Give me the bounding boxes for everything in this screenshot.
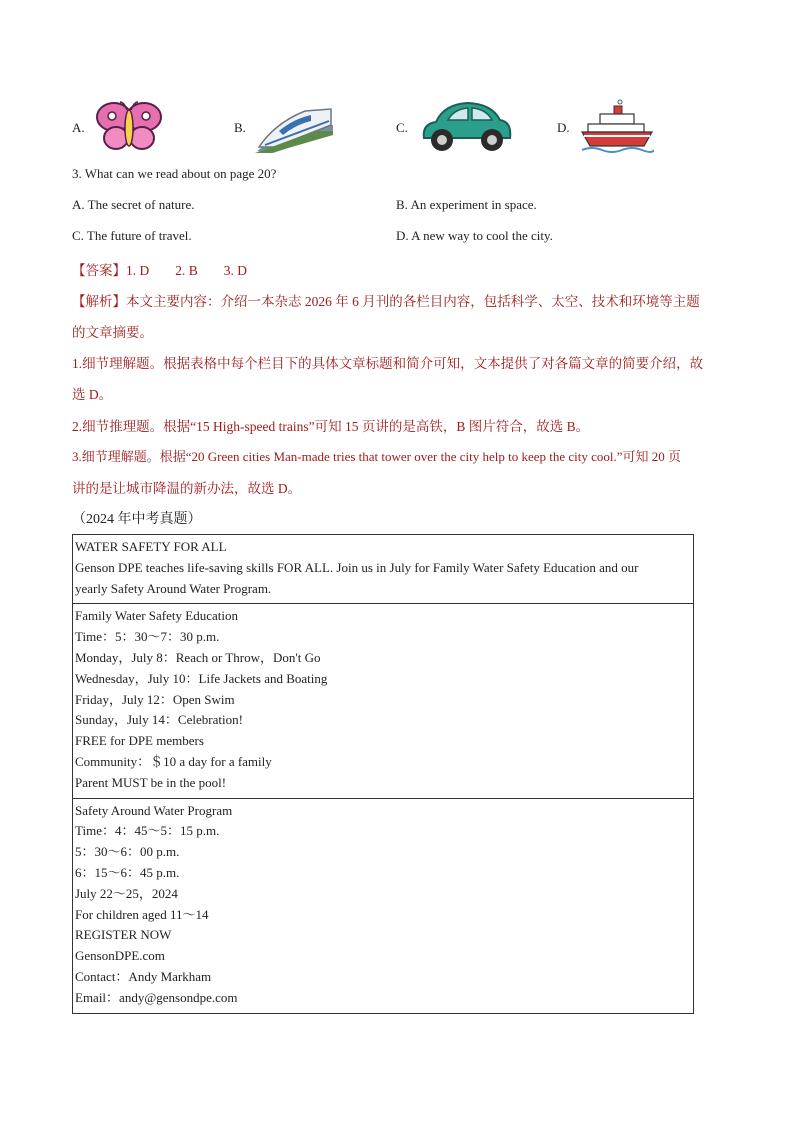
family-parent-note: Parent MUST be in the pool! [75,774,227,790]
analysis-q3-line2: 讲的是让城市降温的新办法，故选 D。 [72,481,302,496]
family-education-cell [73,603,693,797]
analysis-q3-line1: 3.细节理解题。根据“20 Green cities Man-made tries that tower over the city help to keep the city cool.”可知 20 页 [72,449,682,464]
family-sunday: Sunday，July 14：Celebration! [75,712,243,728]
source-label: （2024 年中考真题） [72,512,202,527]
high-speed-train-icon [255,103,333,153]
answer-2: 2. B [175,263,198,278]
program-dates: July 22～25，2024 [75,885,178,901]
program-email: Email：andy@gensondpe.com [75,989,238,1005]
analysis-label: 【解析】 [72,294,126,309]
question-3-option-d: D. A new way to cool the city. [396,228,553,243]
question-3-stem: 3. What can we read about on page 20? [72,166,277,181]
question-3-option-b: B. An experiment in space. [396,197,537,212]
question-3-option-a: A. The secret of nature. [72,197,195,212]
option-b-letter: B. [234,120,246,135]
family-monday: Monday，July 8：Reach or Throw，Don't Go [75,649,321,665]
program-time-3: 6：15～6：45 p.m. [75,864,180,880]
program-time-2: 5：30～6：00 p.m. [75,844,180,860]
analysis-summary-line1 [72,290,700,310]
family-community-price: Community：＄10 a day for a family [75,753,272,769]
answer-label: 【答案】 [72,263,126,278]
question-3-option-c: C. The future of travel. [72,228,192,243]
program-time-1: Time：4：45～5：15 p.m. [75,823,220,839]
family-wednesday: Wednesday，July 10：Life Jackets and Boating [75,670,328,686]
answer-1: 1. D [126,263,150,278]
notice-header-cell [73,535,693,603]
answer-3: 3. D [223,263,248,278]
car-icon [418,98,514,156]
program-website: GensonDPE.com [75,948,165,964]
option-a-letter: A. [72,120,85,135]
program-title: Safety Around Water Program [75,802,233,818]
analysis-summary-text: 本文主要内容：介绍一本杂志 2026 年 6 月刊的各栏目内容，包括科学、太空、技术和环境等主题 [126,294,700,309]
answer-line [72,259,247,279]
program-register: REGISTER NOW [75,927,172,943]
butterfly-icon [94,100,164,154]
option-c-letter: C. [396,120,408,135]
analysis-q2: 2.细节推理题。根据“15 High-speed trains”可知 15 页讲的是高铁，B 图片符合，故选 B。 [72,419,590,434]
notice-title: WATER SAFETY FOR ALL [75,539,227,554]
family-free: FREE for DPE members [75,733,204,749]
analysis-summary-line2: 的文章摘要。 [72,325,153,340]
family-title: Family Water Safety Education [75,608,238,624]
option-d-letter: D. [557,120,570,135]
analysis-q1-line1: 1.细节理解题。根据表格中每个栏目下的具体文章标题和简介可知，文本提供了对各篇文章的简要介绍，故 [72,356,704,371]
notice-intro-line1: Genson DPE teaches life-saving skills FOR ALL. Join us in July for Family Water Safety Education and our [75,559,639,575]
analysis-q1-line2: 选 D。 [72,387,113,402]
family-friday: Friday，July 12：Open Swim [75,691,235,707]
ship-icon [580,98,654,156]
family-time: Time：5：30～7：30 p.m. [75,629,220,645]
program-ages: For children aged 11～14 [75,906,209,922]
notice-intro-line2: yearly Safety Around Water Program. [75,580,272,596]
water-safety-notice-table [72,534,694,1014]
program-cell [73,798,693,1013]
program-contact: Contact：Andy Markham [75,968,212,984]
